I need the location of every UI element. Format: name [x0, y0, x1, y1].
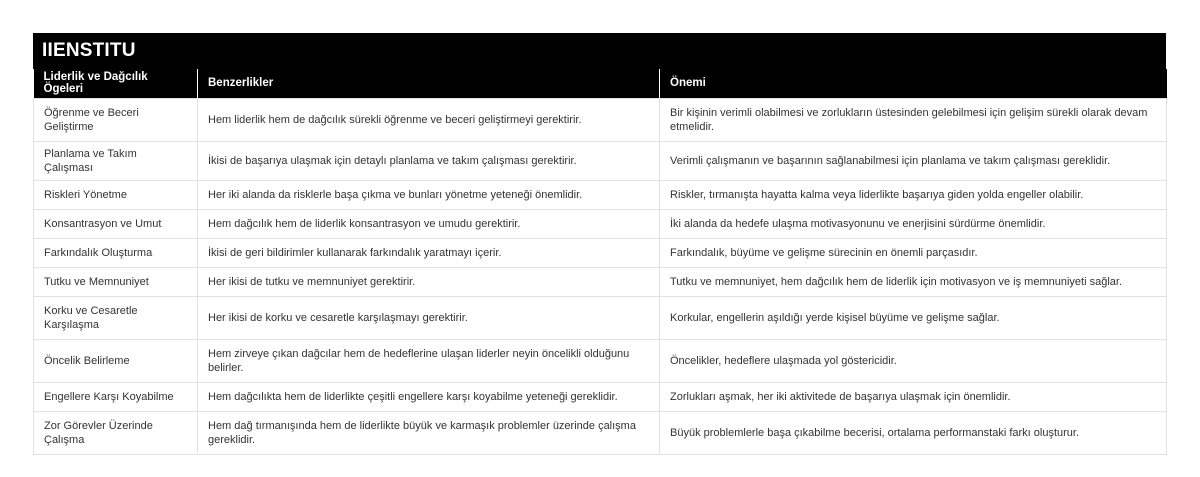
brand-title: IIENSTITU [33, 33, 1166, 69]
cell-importance: Farkındalık, büyüme ve gelişme sürecinin en önemli parçasıdır. [660, 238, 1167, 267]
table-row [34, 339, 1167, 382]
cell-similarity: Hem dağcılık hem de liderlik konsantrasyon ve umudu gerektirir. [198, 209, 660, 238]
table-row [34, 296, 1167, 339]
cell-element: Konsantrasyon ve Umut [34, 209, 198, 238]
table-row [34, 141, 1167, 180]
cell-similarity: Her ikisi de korku ve cesaretle karşılaşmayı gerektirir. [198, 296, 660, 339]
cell-element: Tutku ve Memnuniyet [34, 267, 198, 296]
table-row [34, 180, 1167, 209]
cell-similarity: Her ikisi de tutku ve memnuniyet gerektirir. [198, 267, 660, 296]
table-row [34, 238, 1167, 267]
table-row [34, 267, 1167, 296]
cell-similarity: Her iki alanda da risklerle başa çıkma ve bunları yönetme yeteneği önemlidir. [198, 180, 660, 209]
cell-importance: Öncelikler, hedeflere ulaşmada yol göstericidir. [660, 339, 1167, 382]
cell-importance: Riskler, tırmanışta hayatta kalma veya liderlikte başarıya giden yolda engeller olabilir. [660, 180, 1167, 209]
cell-importance: Korkular, engellerin aşıldığı yerde kişisel büyüme ve gelişme sağlar. [660, 296, 1167, 339]
cell-element: Öncelik Belirleme [34, 339, 198, 382]
cell-similarity: Hem liderlik hem de dağcılık sürekli öğrenme ve beceri geliştirmeyi gerektirir. [198, 98, 660, 141]
cell-element: Planlama ve Takım Çalışması [34, 141, 198, 180]
table-row [34, 98, 1167, 141]
cell-importance: Zorlukları aşmak, her iki aktivitede de başarıya ulaşmak için önemlidir. [660, 382, 1167, 411]
cell-similarity: Hem dağcılıkta hem de liderlikte çeşitli engellere karşı koyabilme yeteneği gereklidir. [198, 382, 660, 411]
content-wrapper [33, 33, 1166, 455]
cell-element: Korku ve Cesaretle Karşılaşma [34, 296, 198, 339]
cell-similarity: Hem zirveye çıkan dağcılar hem de hedeflerine ulaşan liderler neyin öncelikli olduğunu belirler. [198, 339, 660, 382]
cell-importance: İki alanda da hedefe ulaşma motivasyonunu ve enerjisini sürdürme önemlidir. [660, 209, 1167, 238]
cell-importance: Bir kişinin verimli olabilmesi ve zorlukların üstesinden gelebilmesi için gelişim sürekli olarak devam etmelidir. [660, 98, 1167, 141]
cell-element: Zor Görevler Üzerinde Çalışma [34, 411, 198, 454]
cell-importance: Tutku ve memnuniyet, hem dağcılık hem de liderlik için motivasyon ve iş memnuniyeti sağlar. [660, 267, 1167, 296]
cell-similarity: Hem dağ tırmanışında hem de liderlikte büyük ve karmaşık problemler üzerinde çalışma gereklidir. [198, 411, 660, 454]
cell-similarity: İkisi de geri bildirimler kullanarak farkındalık yaratmayı içerir. [198, 238, 660, 267]
table-header-row [34, 69, 1167, 98]
cell-element: Riskleri Yönetme [34, 180, 198, 209]
comparison-table [33, 69, 1167, 455]
header-elements: Liderlik ve Dağcılık Ögeleri [34, 69, 198, 98]
cell-element: Engellere Karşı Koyabilme [34, 382, 198, 411]
header-similarities: Benzerlikler [198, 69, 660, 98]
table-row [34, 411, 1167, 454]
cell-similarity: İkisi de başarıya ulaşmak için detaylı planlama ve takım çalışması gerektirir. [198, 141, 660, 180]
table-row [34, 209, 1167, 238]
cell-element: Farkındalık Oluşturma [34, 238, 198, 267]
header-importance: Önemi [660, 69, 1167, 98]
cell-importance: Verimli çalışmanın ve başarının sağlanabilmesi için planlama ve takım çalışması gereklidir. [660, 141, 1167, 180]
cell-element: Öğrenme ve Beceri Geliştirme [34, 98, 198, 141]
cell-importance: Büyük problemlerle başa çıkabilme becerisi, ortalama performanstaki farkı oluşturur. [660, 411, 1167, 454]
table-row [34, 382, 1167, 411]
